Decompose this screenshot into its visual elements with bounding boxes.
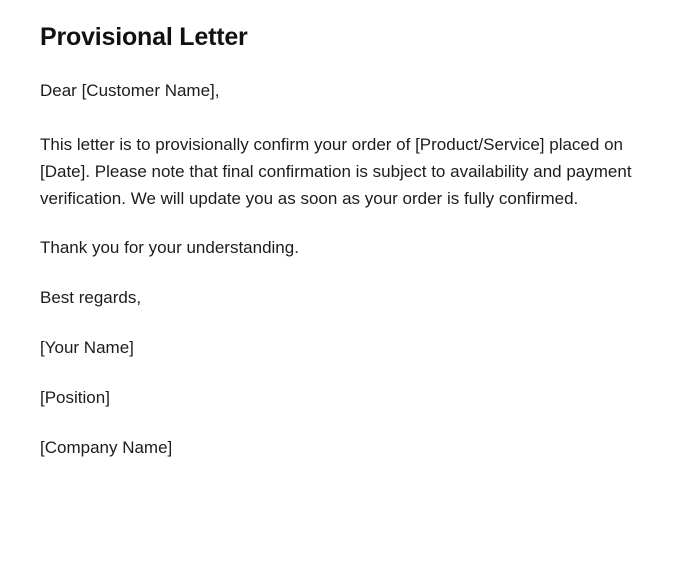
- page-title: Provisional Letter: [40, 23, 248, 51]
- body-paragraph-1: This letter is to provisionally confirm your order of [Product/Service] placed on [Date]. Please note that final confirmation is subject to availability and payment verification. We will update you as soon as your order is fully confirmed.: [40, 134, 632, 208]
- salutation-line: Dear [Customer Name],: [40, 81, 220, 100]
- signature-name: [Your Name]: [40, 338, 134, 358]
- body-paragraph-2: Thank you for your understanding.: [40, 238, 299, 258]
- signature-company: [Company Name]: [40, 437, 173, 457]
- closing-line: Best regards,: [40, 288, 142, 308]
- signature-position: [Position]: [40, 388, 110, 408]
- letter-body: [40, 78, 660, 462]
